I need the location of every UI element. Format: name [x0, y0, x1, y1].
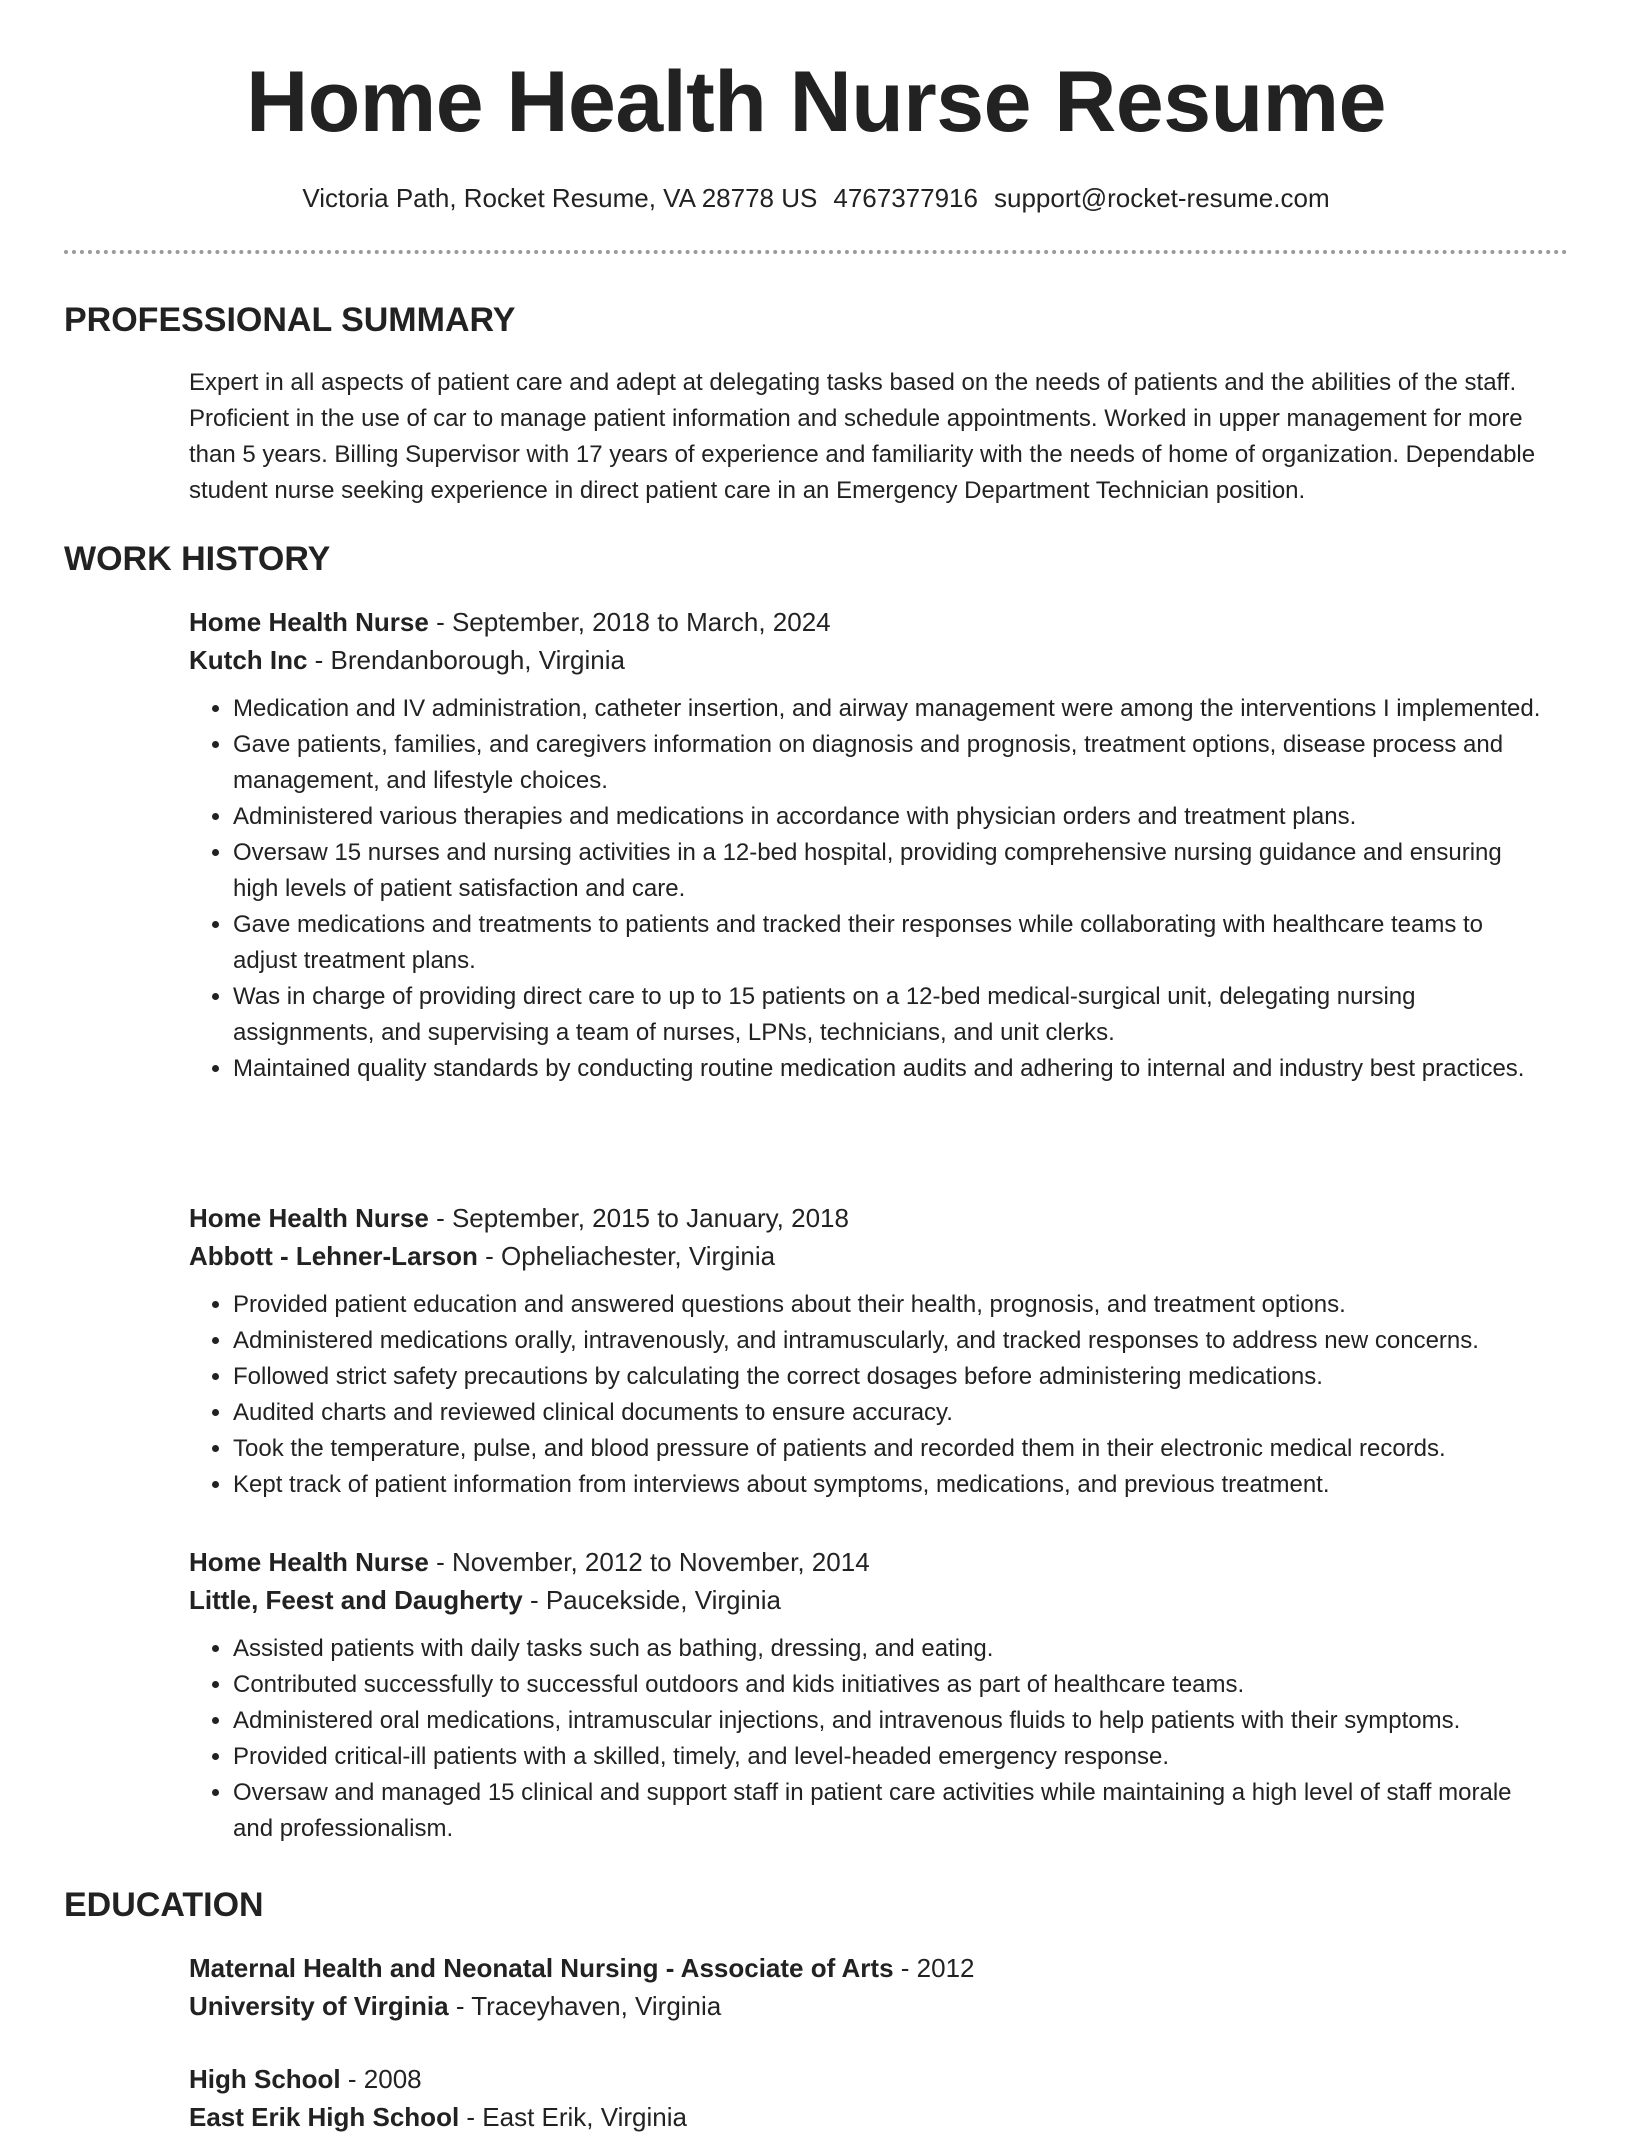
job-dates: - September, 2015 to January, 2018	[428, 1203, 849, 1233]
school-location: - Traceyhaven, Virginia	[448, 1991, 722, 2021]
degree-year: - 2012	[893, 1953, 975, 1983]
degree: High School	[189, 2064, 341, 2094]
school-line	[189, 1987, 1549, 2025]
job-location: - Paucekside, Virginia	[522, 1585, 781, 1615]
education-entry	[189, 1949, 1549, 2025]
degree: Maternal Health and Neonatal Nursing - Associate of Arts	[189, 1953, 894, 1983]
list-item: • Kept track of patient information from interviews about symptoms, medications, and previous treatment.	[233, 1467, 1549, 1503]
page-title: Home Health Nurse Resume	[246, 54, 1386, 150]
degree-line	[189, 2060, 1549, 2098]
list-item: • Gave medications and treatments to patients and tracked their responses while collaborating with healthcare teams to adjust treatment plans.	[233, 907, 1549, 979]
summary-section	[189, 365, 1549, 509]
list-item: • Oversaw and managed 15 clinical and support staff in patient care activities while maintaining a high level of staff morale and professionalism.	[233, 1775, 1549, 1847]
job-company: Kutch Inc	[189, 645, 308, 675]
job-title: Home Health Nurse	[189, 607, 429, 637]
job-dates: - September, 2018 to March, 2024	[428, 607, 831, 637]
job-company-line	[189, 1581, 1549, 1619]
list-item: • Administered medications orally, intravenously, and intramuscularly, and tracked responses to address new concerns.	[233, 1323, 1549, 1359]
contact-email: support@rocket-resume.com	[993, 183, 1330, 213]
list-item: • Audited charts and reviewed clinical documents to ensure accuracy.	[233, 1395, 1549, 1431]
job-location: - Opheliachester, Virginia	[477, 1241, 776, 1271]
job-company: Abbott - Lehner-Larson	[189, 1241, 478, 1271]
job-company-line	[189, 641, 1549, 679]
list-item: • Gave patients, families, and caregivers information on diagnosis and prognosis, treatment options, disease process and management, and lifestyle choices.	[233, 727, 1549, 799]
job-title-line	[189, 1543, 1549, 1581]
list-item: • Assisted patients with daily tasks such as bathing, dressing, and eating.	[233, 1631, 1549, 1667]
degree-line	[189, 1949, 1549, 1987]
job-title-line	[189, 603, 1549, 641]
summary-heading: PROFESSIONAL SUMMARY	[64, 301, 516, 339]
list-item: • Provided critical-ill patients with a skilled, timely, and level-headed emergency response.	[233, 1739, 1549, 1775]
school-line	[189, 2098, 1549, 2136]
contact-line	[0, 180, 1632, 216]
education-heading: EDUCATION	[64, 1886, 264, 1924]
school: University of Virginia	[189, 1991, 449, 2021]
job-title: Home Health Nurse	[189, 1203, 429, 1233]
work-history-heading: WORK HISTORY	[64, 540, 331, 578]
list-item: • Followed strict safety precautions by calculating the correct dosages before administering medications.	[233, 1359, 1549, 1395]
list-item: • Administered various therapies and medications in accordance with physician orders and treatment plans.	[233, 799, 1549, 835]
job-entry	[189, 603, 1549, 1087]
list-item: • Took the temperature, pulse, and blood pressure of patients and recorded them in their electronic medical records.	[233, 1431, 1549, 1467]
contact-phone: 4767377916	[833, 183, 978, 213]
job-location: - Brendanborough, Virginia	[307, 645, 625, 675]
job-dates: - November, 2012 to November, 2014	[428, 1547, 870, 1577]
education-entry	[189, 2060, 1549, 2136]
job-title: Home Health Nurse	[189, 1547, 429, 1577]
list-item: • Administered oral medications, intramuscular injections, and intravenous fluids to help patients with their symptoms.	[233, 1703, 1549, 1739]
list-item: • Maintained quality standards by conducting routine medication audits and adhering to internal and industry best practices.	[233, 1051, 1549, 1087]
school-location: - East Erik, Virginia	[459, 2102, 687, 2132]
school: East Erik High School	[189, 2102, 460, 2132]
job-entry	[189, 1199, 1549, 1503]
job-entry	[189, 1543, 1549, 1847]
header-divider	[64, 250, 1568, 254]
job-title-line	[189, 1199, 1549, 1237]
job-company: Little, Feest and Daugherty	[189, 1585, 523, 1615]
list-item: • Medication and IV administration, catheter insertion, and airway management were among the interventions I implemented.	[233, 691, 1549, 727]
job-bullets	[189, 691, 1549, 1087]
contact-address: Victoria Path, Rocket Resume, VA 28778 US	[302, 183, 818, 213]
list-item: • Contributed successfully to successful outdoors and kids initiatives as part of healthcare teams.	[233, 1667, 1549, 1703]
list-item: • Oversaw 15 nurses and nursing activities in a 12-bed hospital, providing comprehensive nursing guidance and ensuring high levels of patient satisfaction and care.	[233, 835, 1549, 907]
job-bullets	[189, 1631, 1549, 1847]
job-company-line	[189, 1237, 1549, 1275]
degree-year: - 2008	[340, 2064, 422, 2094]
job-bullets	[189, 1287, 1549, 1503]
summary-text: Expert in all aspects of patient care and adept at delegating tasks based on the needs of patients and the abilities of the staff. Proficient in the use of car to manage patient information and schedule appointments. Worked in upper management for more than 5 years. Billing Supervisor with 17 years of experience and familiarity with the needs of home of organization. Dependable student nurse seeking experience in direct patient care in an Emergency Department Technician position.	[189, 369, 1536, 504]
list-item: • Provided patient education and answered questions about their health, prognosis, and treatment options.	[233, 1287, 1549, 1323]
list-item: • Was in charge of providing direct care to up to 15 patients on a 12-bed medical-surgical unit, delegating nursing assignments, and supervising a team of nurses, LPNs, technicians, and unit clerks.	[233, 979, 1549, 1051]
